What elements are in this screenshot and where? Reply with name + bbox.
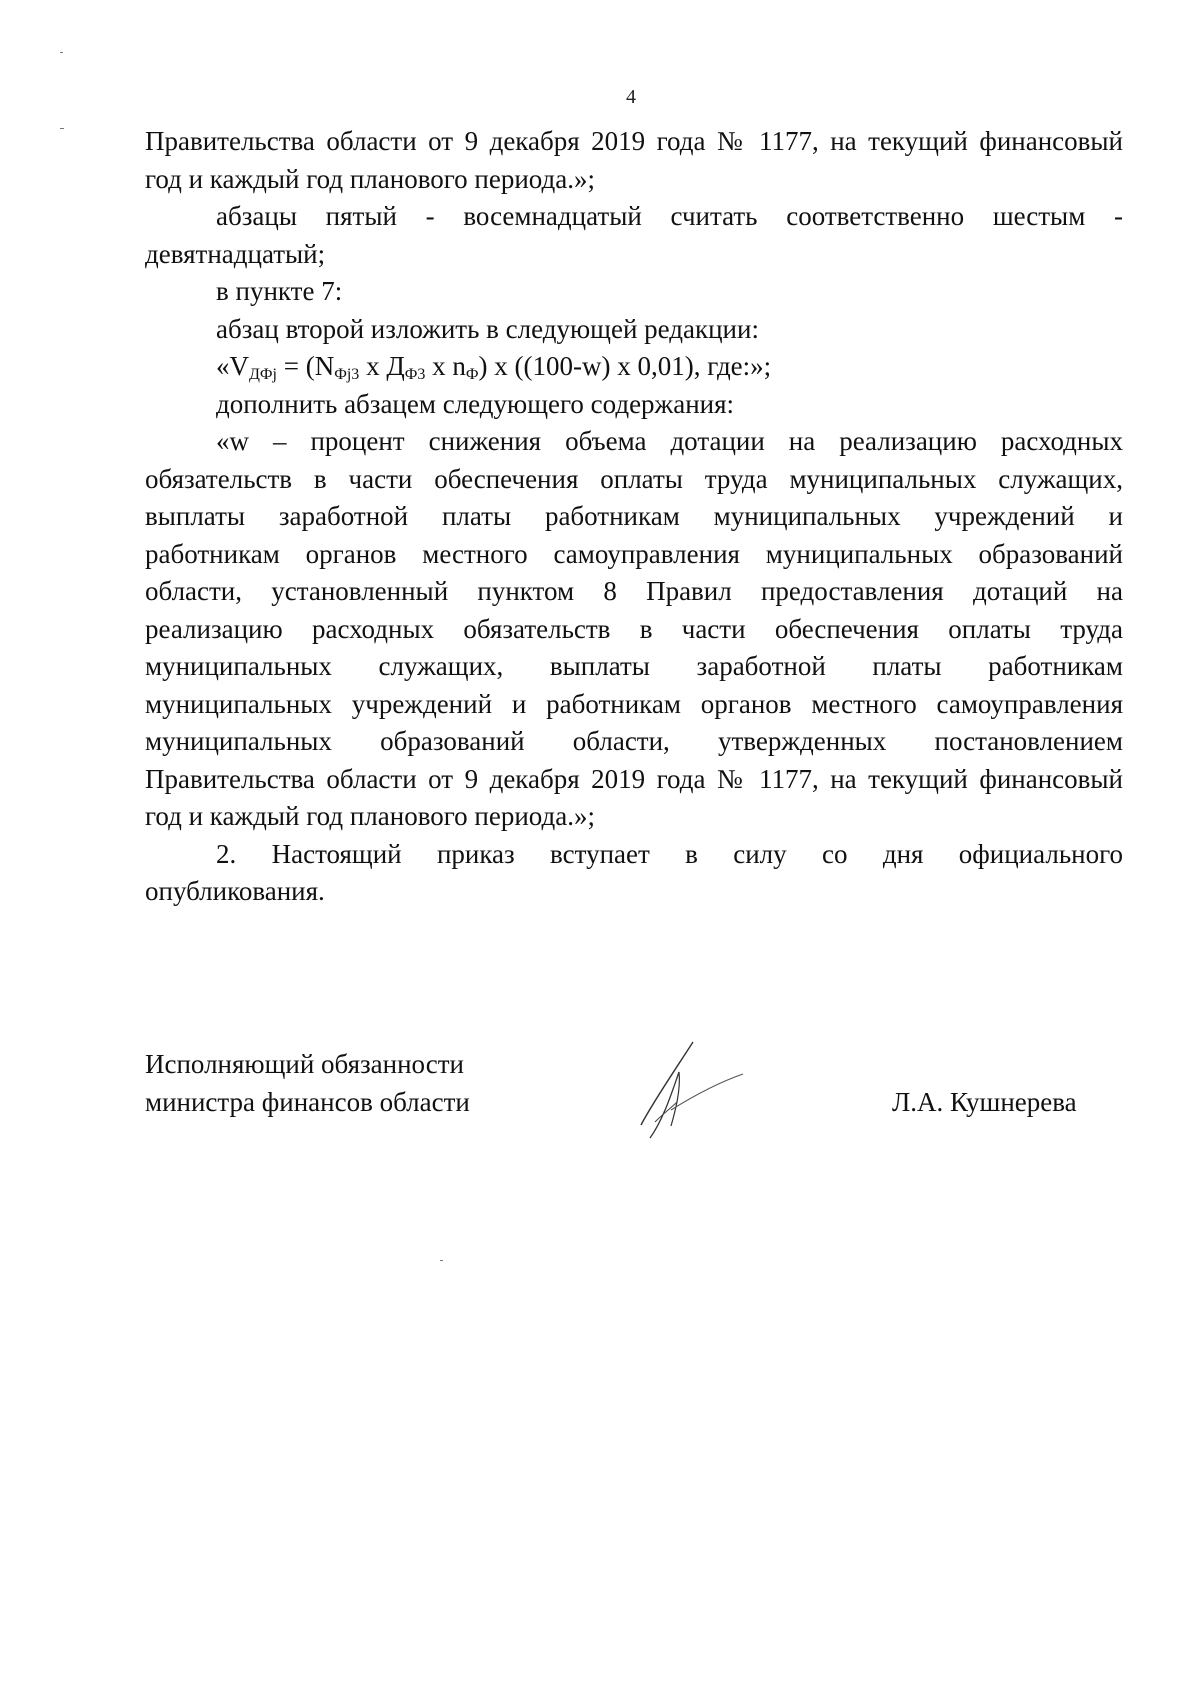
formula-part: = (N bbox=[277, 351, 335, 381]
formula-part: x n bbox=[425, 351, 466, 381]
text-line: выплаты заработной платы работникам муниципальных учреждений и bbox=[145, 501, 1123, 531]
text-line: муниципальных учреждений и работникам органов местного самоуправления bbox=[145, 688, 1123, 719]
text-line: обязательств в части обеспечения оплаты труда муниципальных служащих, bbox=[145, 463, 1123, 494]
text-line: Правительства области от 9 декабря 2019 года № 1177, на текущий финансовый bbox=[145, 763, 1123, 794]
text-line: области, установленный пунктом 8 Правил предоставления дотаций на bbox=[145, 576, 1123, 606]
formula-part: «V bbox=[216, 351, 249, 381]
text-line: дополнить абзацем следующего содержания: bbox=[216, 388, 735, 419]
formula-subscript: Ф bbox=[465, 366, 479, 383]
formula-part: ) x ((100-w) x 0,01), где:»; bbox=[478, 351, 772, 381]
formula-subscript: Ф3 bbox=[404, 366, 426, 383]
text-line: абзацы пятый - восемнадцатый считать соответственно шестым - bbox=[216, 201, 1123, 231]
scan-speck bbox=[440, 1260, 443, 1261]
text-line: «w – процент снижения объема дотации на реализацию расходных bbox=[216, 426, 1123, 456]
formula-line bbox=[145, 348, 1123, 386]
text-line: муниципальных образований области, утвержденных постановлением bbox=[145, 726, 1123, 756]
text-line: девятнадцатый; bbox=[145, 238, 326, 269]
text-line: 2. Настоящий приказ вступает в силу со дня официального bbox=[216, 838, 1123, 869]
text-line: абзац второй изложить в следующей редакции: bbox=[216, 313, 759, 344]
page-number: 4 bbox=[626, 86, 636, 108]
formula-subscript: Фj3 bbox=[334, 366, 360, 383]
text-line: Правительства области от 9 декабря 2019 года № 1177, на текущий финансовый bbox=[145, 126, 1123, 156]
scan-speck bbox=[60, 52, 63, 53]
signatory-title bbox=[145, 1045, 470, 1121]
formula-subscript: ДФj bbox=[249, 366, 277, 383]
scan-speck bbox=[60, 128, 64, 129]
text-line: год и каждый год планового периода.»; bbox=[145, 163, 595, 194]
text-line: опубликования. bbox=[145, 876, 325, 906]
formula-part: x Д bbox=[359, 351, 405, 381]
signatory-title-line: министра финансов области bbox=[145, 1087, 470, 1117]
handwritten-signature bbox=[635, 1040, 745, 1140]
text-line: в пункте 7: bbox=[216, 276, 343, 306]
signatory-name: Л.А. Кушнерева bbox=[892, 1087, 1077, 1117]
text-line: муниципальных служащих, выплаты заработной платы работникам bbox=[145, 651, 1123, 681]
body-text bbox=[145, 123, 1123, 911]
signatory-title-line: Исполняющий обязанности bbox=[145, 1049, 464, 1079]
text-line: год и каждый год планового периода.»; bbox=[145, 801, 595, 831]
text-line: реализацию расходных обязательств в части обеспечения оплаты труда bbox=[145, 613, 1123, 644]
text-line: работникам органов местного самоуправления муниципальных образований bbox=[145, 538, 1123, 569]
